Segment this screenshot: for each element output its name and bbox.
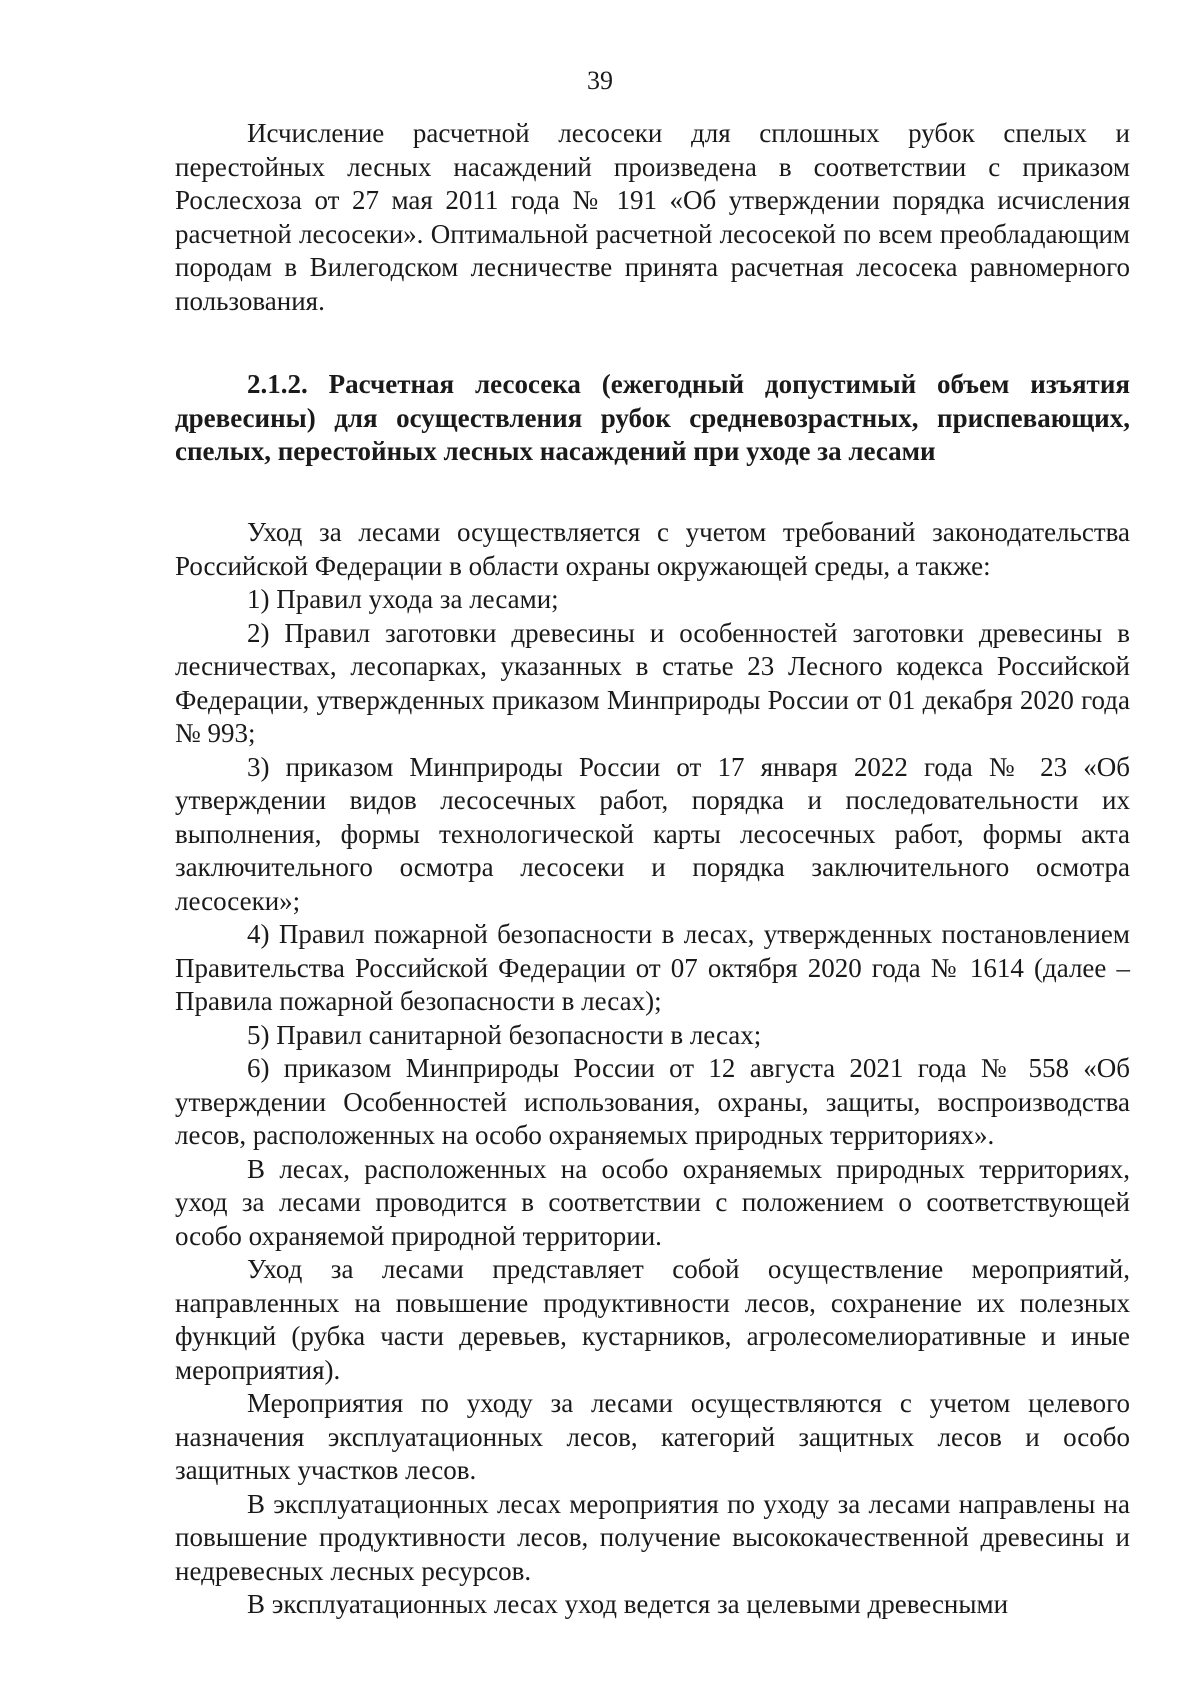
list-item-6: 6) приказом Минприроды России от 12 августа 2021 года № 558 «Об утверждении Особенностей использования, охраны, защиты, воспроизводства лесов, расположенных на особо охраняемых природных территориях». — [175, 1053, 1130, 1150]
list-item-5: 5) Правил санитарной безопасности в лесах; — [247, 1019, 762, 1050]
paragraph-oopt: В лесах, расположенных на особо охраняемых природных территориях, уход за лесами проводится в соответствии с положением о соответствующей особо охраняемой природной территории. — [175, 1153, 1130, 1251]
list-item-4: 4) Правил пожарной безопасности в лесах, утвержденных постановлением Правительства Российской Федерации от 07 октября 2020 года № 1614 (далее – Правила пожарной безопасности в лесах); — [175, 919, 1130, 1016]
paragraph-continuation: В эксплуатационных лесах уход ведется за целевыми древесными — [247, 1589, 1009, 1619]
list-item-3: 3) приказом Минприроды России от 17 января 2022 года № 23 «Об утверждении видов лесосечных работ, порядка и последовательности их выполнения, формы технологической карты лесосечных работ, формы акта заключительного осмотра лесосеки и порядка заключительного осмотра лесосеки»; — [175, 751, 1130, 916]
main-text-block — [175, 516, 1130, 1622]
list-item-1: 1) Правил ухода за лесами; — [247, 584, 559, 614]
intro-block — [175, 117, 1130, 318]
paragraph-definition: Уход за лесами представляет собой осуществление мероприятий, направленных на повышение продуктивности лесов, сохранение их полезных функций (рубка части деревьев, кустарников, агролесомелиоративные и иные мероприятия). — [175, 1254, 1130, 1385]
paragraph-intro: Уход за лесами осуществляется с учетом требований законодательства Российской Федерации в области охраны окружающей среды, а также: — [175, 517, 1130, 581]
intro-paragraph: Исчисление расчетной лесосеки для сплошных рубок спелых и перестойных лесных насаждений произведена в соответствии с приказом Рослесхоза от 27 мая 2011 года № 191 «Об утверждении порядка исчисления расчетной лесосеки». Оптимальной расчетной лесосекой по всем преобладающим породам в Вилегодском лесничестве принята расчетная лесосека равномерного пользования. — [175, 118, 1130, 316]
paragraph-purpose: Мероприятия по уходу за лесами осуществляются с учетом целевого назначения эксплуатационных лесов, категорий защитных лесов и особо защитных участков лесов. — [175, 1388, 1130, 1485]
list-item-2: 2) Правил заготовки древесины и особенностей заготовки древесины в лесничествах, лесопарках, указанных в статье 23 Лесного кодекса Российской Федерации, утвержденных приказом Минприроды России от 01 декабря 2020 года № 993; — [175, 617, 1130, 748]
page-number: 39 — [587, 66, 613, 95]
paragraph-exploitation: В эксплуатационных лесах мероприятия по уходу за лесами направлены на повышение продуктивности лесов, получение высококачественной древесины и недревесных лесных ресурсов. — [175, 1488, 1130, 1586]
section-heading: 2.1.2. Расчетная лесосека (ежегодный допустимый объем изъятия древесины) для осуществления рубок средневозрастных, приспевающих, спелых, перестойных лесных насаждений при уходе за лесами — [175, 369, 1130, 466]
